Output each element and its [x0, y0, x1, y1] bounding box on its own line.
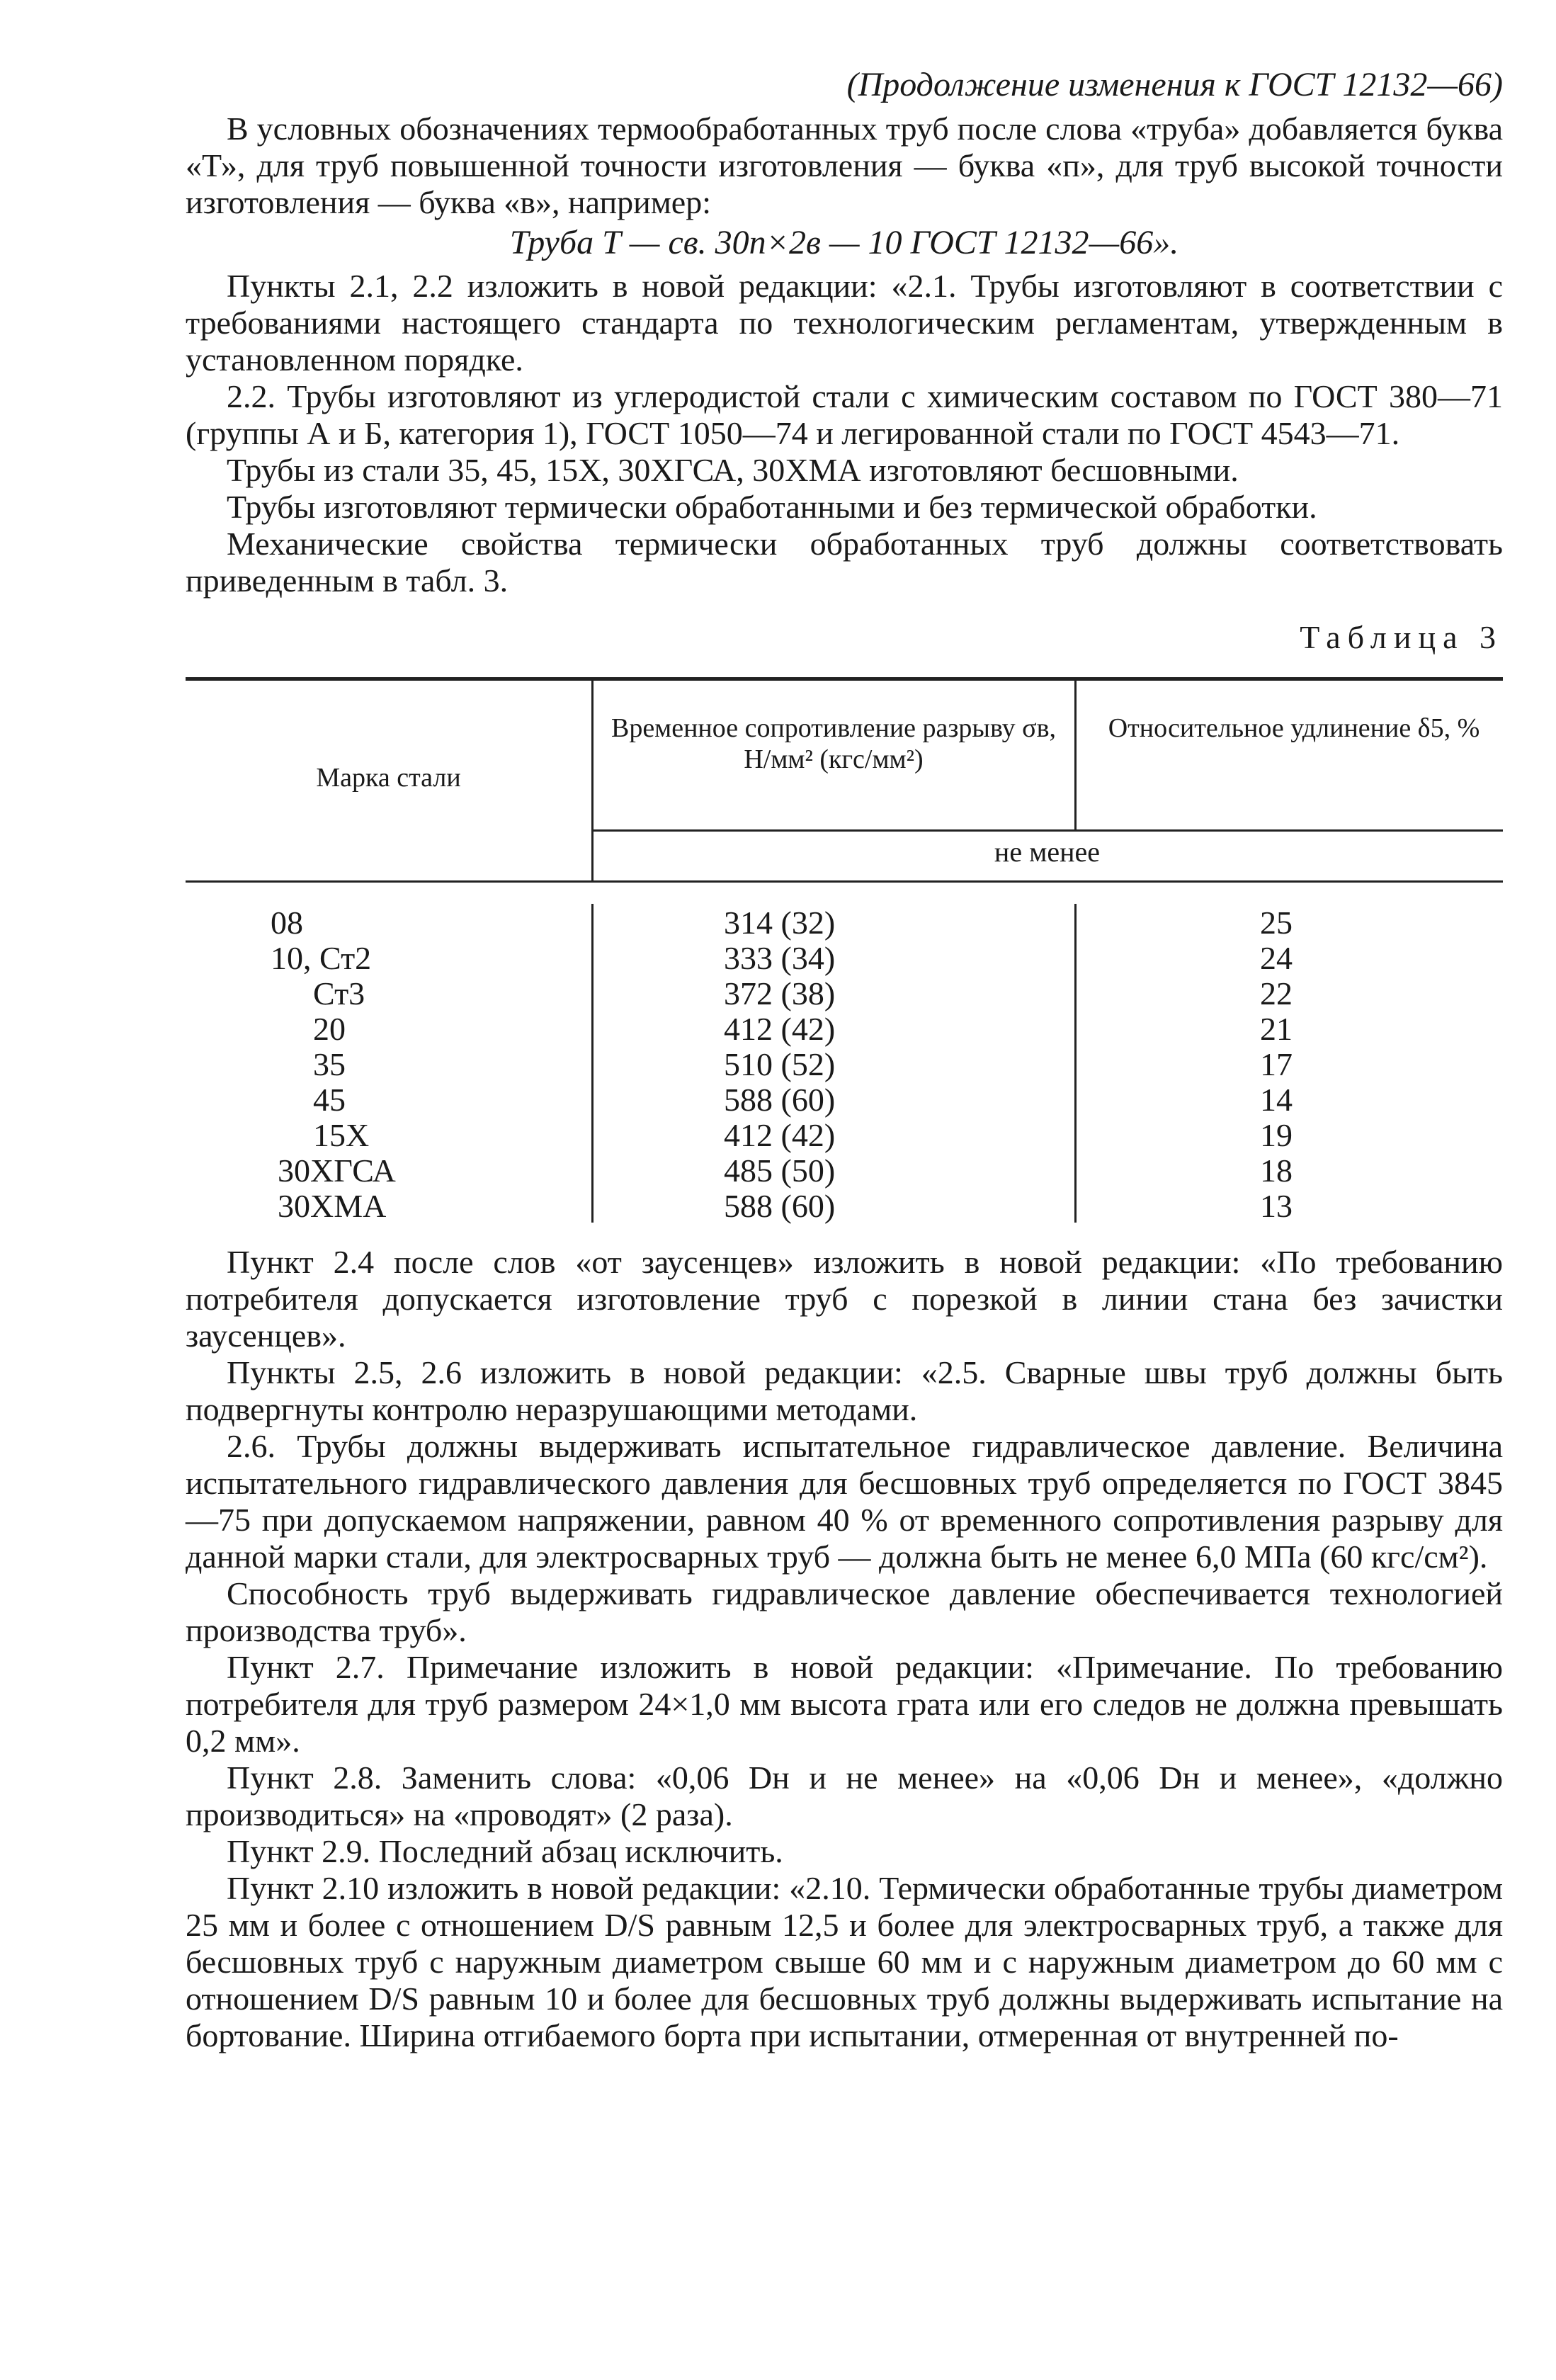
grade-column — [271, 905, 483, 1224]
table-cell-elongation: 17 — [1260, 1046, 1293, 1082]
paragraph-seamless: Трубы из стали 35, 45, 15Х, 30ХГСА, 30ХМА изготовляют бесшовными. — [227, 452, 1239, 488]
table-cell-strength: 588 (60) — [724, 1082, 836, 1118]
table-cell-strength: 510 (52) — [724, 1046, 836, 1082]
table-cell-grade: Ст3 — [313, 975, 365, 1012]
table-cell-strength: 314 (32) — [724, 905, 836, 941]
table-cell-elongation: 19 — [1260, 1117, 1293, 1153]
table-cell-elongation: 22 — [1260, 975, 1293, 1012]
table-cell-grade: 35 — [313, 1046, 346, 1082]
table-cell-grade: 30ХГСА — [278, 1152, 396, 1189]
paragraph-2-7: Пункт 2.7. Примечание изложить в новой редакции: «Примечание. По требованию потребителя для труб размером 24×1,0 мм высота грата или его следов не должна превышать 0,2 мм». — [186, 1649, 1503, 1759]
col-header-grade: Марка стали — [316, 763, 461, 793]
paragraph-2-1: Пункты 2.1, 2.2 изложить в новой редакции: «2.1. Трубы изготовляют в соответствии с требованиями настоящего стандарта по технологическим регламентам, утвержденным в установленном порядке. — [186, 268, 1503, 378]
table-vline-1b — [591, 904, 594, 1223]
table-cell-grade: 45 — [313, 1082, 346, 1118]
table-cell-elongation: 24 — [1260, 940, 1293, 976]
table-cell-elongation: 21 — [1260, 1011, 1293, 1047]
table-cell-grade: 15Х — [313, 1117, 370, 1153]
col-header-elongation: Относительное удлинение δ5, % — [1108, 713, 1480, 743]
table-caption: Таблица 3 — [1300, 619, 1503, 655]
table-cell-strength: 412 (42) — [724, 1011, 836, 1047]
paragraph-2-2: 2.2. Трубы изготовляют из углеродистой стали с химическим составом по ГОСТ 380—71 (группы А и Б, категория 1), ГОСТ 1050—74 и легированной стали по ГОСТ 4543—71. — [186, 378, 1503, 451]
table-vline-2a — [1074, 680, 1077, 829]
sub-header-min: не менее — [994, 836, 1101, 868]
table-header-rule — [186, 880, 1503, 883]
table-cell-grade: 10, Ст2 — [271, 940, 372, 976]
paragraph-heat-treatment: Трубы изготовляют термически обработанными и без термической обработки. — [227, 489, 1317, 525]
table-cell-elongation: 18 — [1260, 1152, 1293, 1189]
paragraph-2-10: Пункт 2.10 изложить в новой редакции: «2.10. Термически обработанные трубы диаметром 25 мм и более с отношением D/S равным 12,5 и более для электросварных труб, а также для бесшовных труб с наружным диаметром свыше 60 мм и с наружным диаметром до 60 мм с отношением D/S равным 10 и более для бесшовных труб должны выдерживать испытание на бортование. Ширина отгибаемого борта при испытании, отмеренная от внутренней по- — [186, 1870, 1503, 2053]
page-header: (Продолжение изменения к ГОСТ 12132—66) — [846, 66, 1503, 103]
paragraph-mechanical: Механические свойства термически обработанных труб должны соответствовать приведенным в табл. 3. — [186, 526, 1503, 599]
table-cell-strength: 333 (34) — [724, 940, 836, 976]
table-cell-elongation: 14 — [1260, 1082, 1293, 1118]
paragraph-2-6: 2.6. Трубы должны выдерживать испытательное гидравлическое давление. Величина испытательного гидравлического давления для бесшовных труб определяется по ГОСТ 3845—75 при допускаемом напряжении, равном 40 % от временного сопротивления разрыву для данной марки стали, для электросварных труб — должна быть не менее 6,0 МПа (60 кгс/см²). — [186, 1428, 1503, 1575]
designation-example: Труба Т — св. 30п×2в — 10 ГОСТ 12132—66». — [509, 224, 1179, 261]
table-cell-strength: 412 (42) — [724, 1117, 836, 1153]
paragraph-2-5: Пункты 2.5, 2.6 изложить в новой редакции: «2.5. Сварные швы труб должны быть подвергнуты контролю неразрушающими методами. — [186, 1354, 1503, 1427]
strength-column — [724, 905, 936, 1224]
table-vline-2b — [1074, 904, 1077, 1223]
table-cell-elongation: 25 — [1260, 905, 1293, 941]
paragraph-pressure: Способность труб выдерживать гидравлическое давление обеспечивается технологией производства труб». — [186, 1575, 1503, 1648]
table-cell-strength: 588 (60) — [724, 1188, 836, 1224]
table-cell-strength: 485 (50) — [724, 1152, 836, 1189]
table-subheader-rule — [591, 829, 1503, 832]
paragraph-2-9: Пункт 2.9. Последний абзац исключить. — [227, 1833, 783, 1869]
table-cell-elongation: 13 — [1260, 1188, 1293, 1224]
document-page — [186, 64, 1503, 2054]
table-cell-grade: 08 — [271, 905, 303, 941]
paragraph-2-8: Пункт 2.8. Заменить слова: «0,06 Dн и не менее» на «0,06 Dн и менее», «должно производиться» на «проводят» (2 раза). — [186, 1760, 1503, 1832]
table-cell-strength: 372 (38) — [724, 975, 836, 1012]
table-cell-grade: 20 — [313, 1011, 346, 1047]
table-cell-grade: 30ХМА — [278, 1188, 387, 1224]
paragraph-2-4: Пункт 2.4 после слов «от заусенцев» изложить в новой редакции: «По требованию потребителя допускается изготовление труб с порезкой в линии стана без зачистки заусенцев». — [186, 1244, 1503, 1354]
paragraph-designations: В условных обозначениях термообработанных труб после слова «труба» добавляется буква «Т», для труб повышенной точности изготовления — буква «п», для труб высокой точности изготовления — буква «в», например: — [186, 110, 1503, 220]
properties-table — [186, 677, 1503, 1223]
col-header-strength: Временное сопротивление разрыву σв, Н/мм² (кгс/мм²) — [611, 713, 1057, 774]
table-top-rule — [186, 677, 1503, 681]
elongation-column — [1205, 905, 1347, 1224]
